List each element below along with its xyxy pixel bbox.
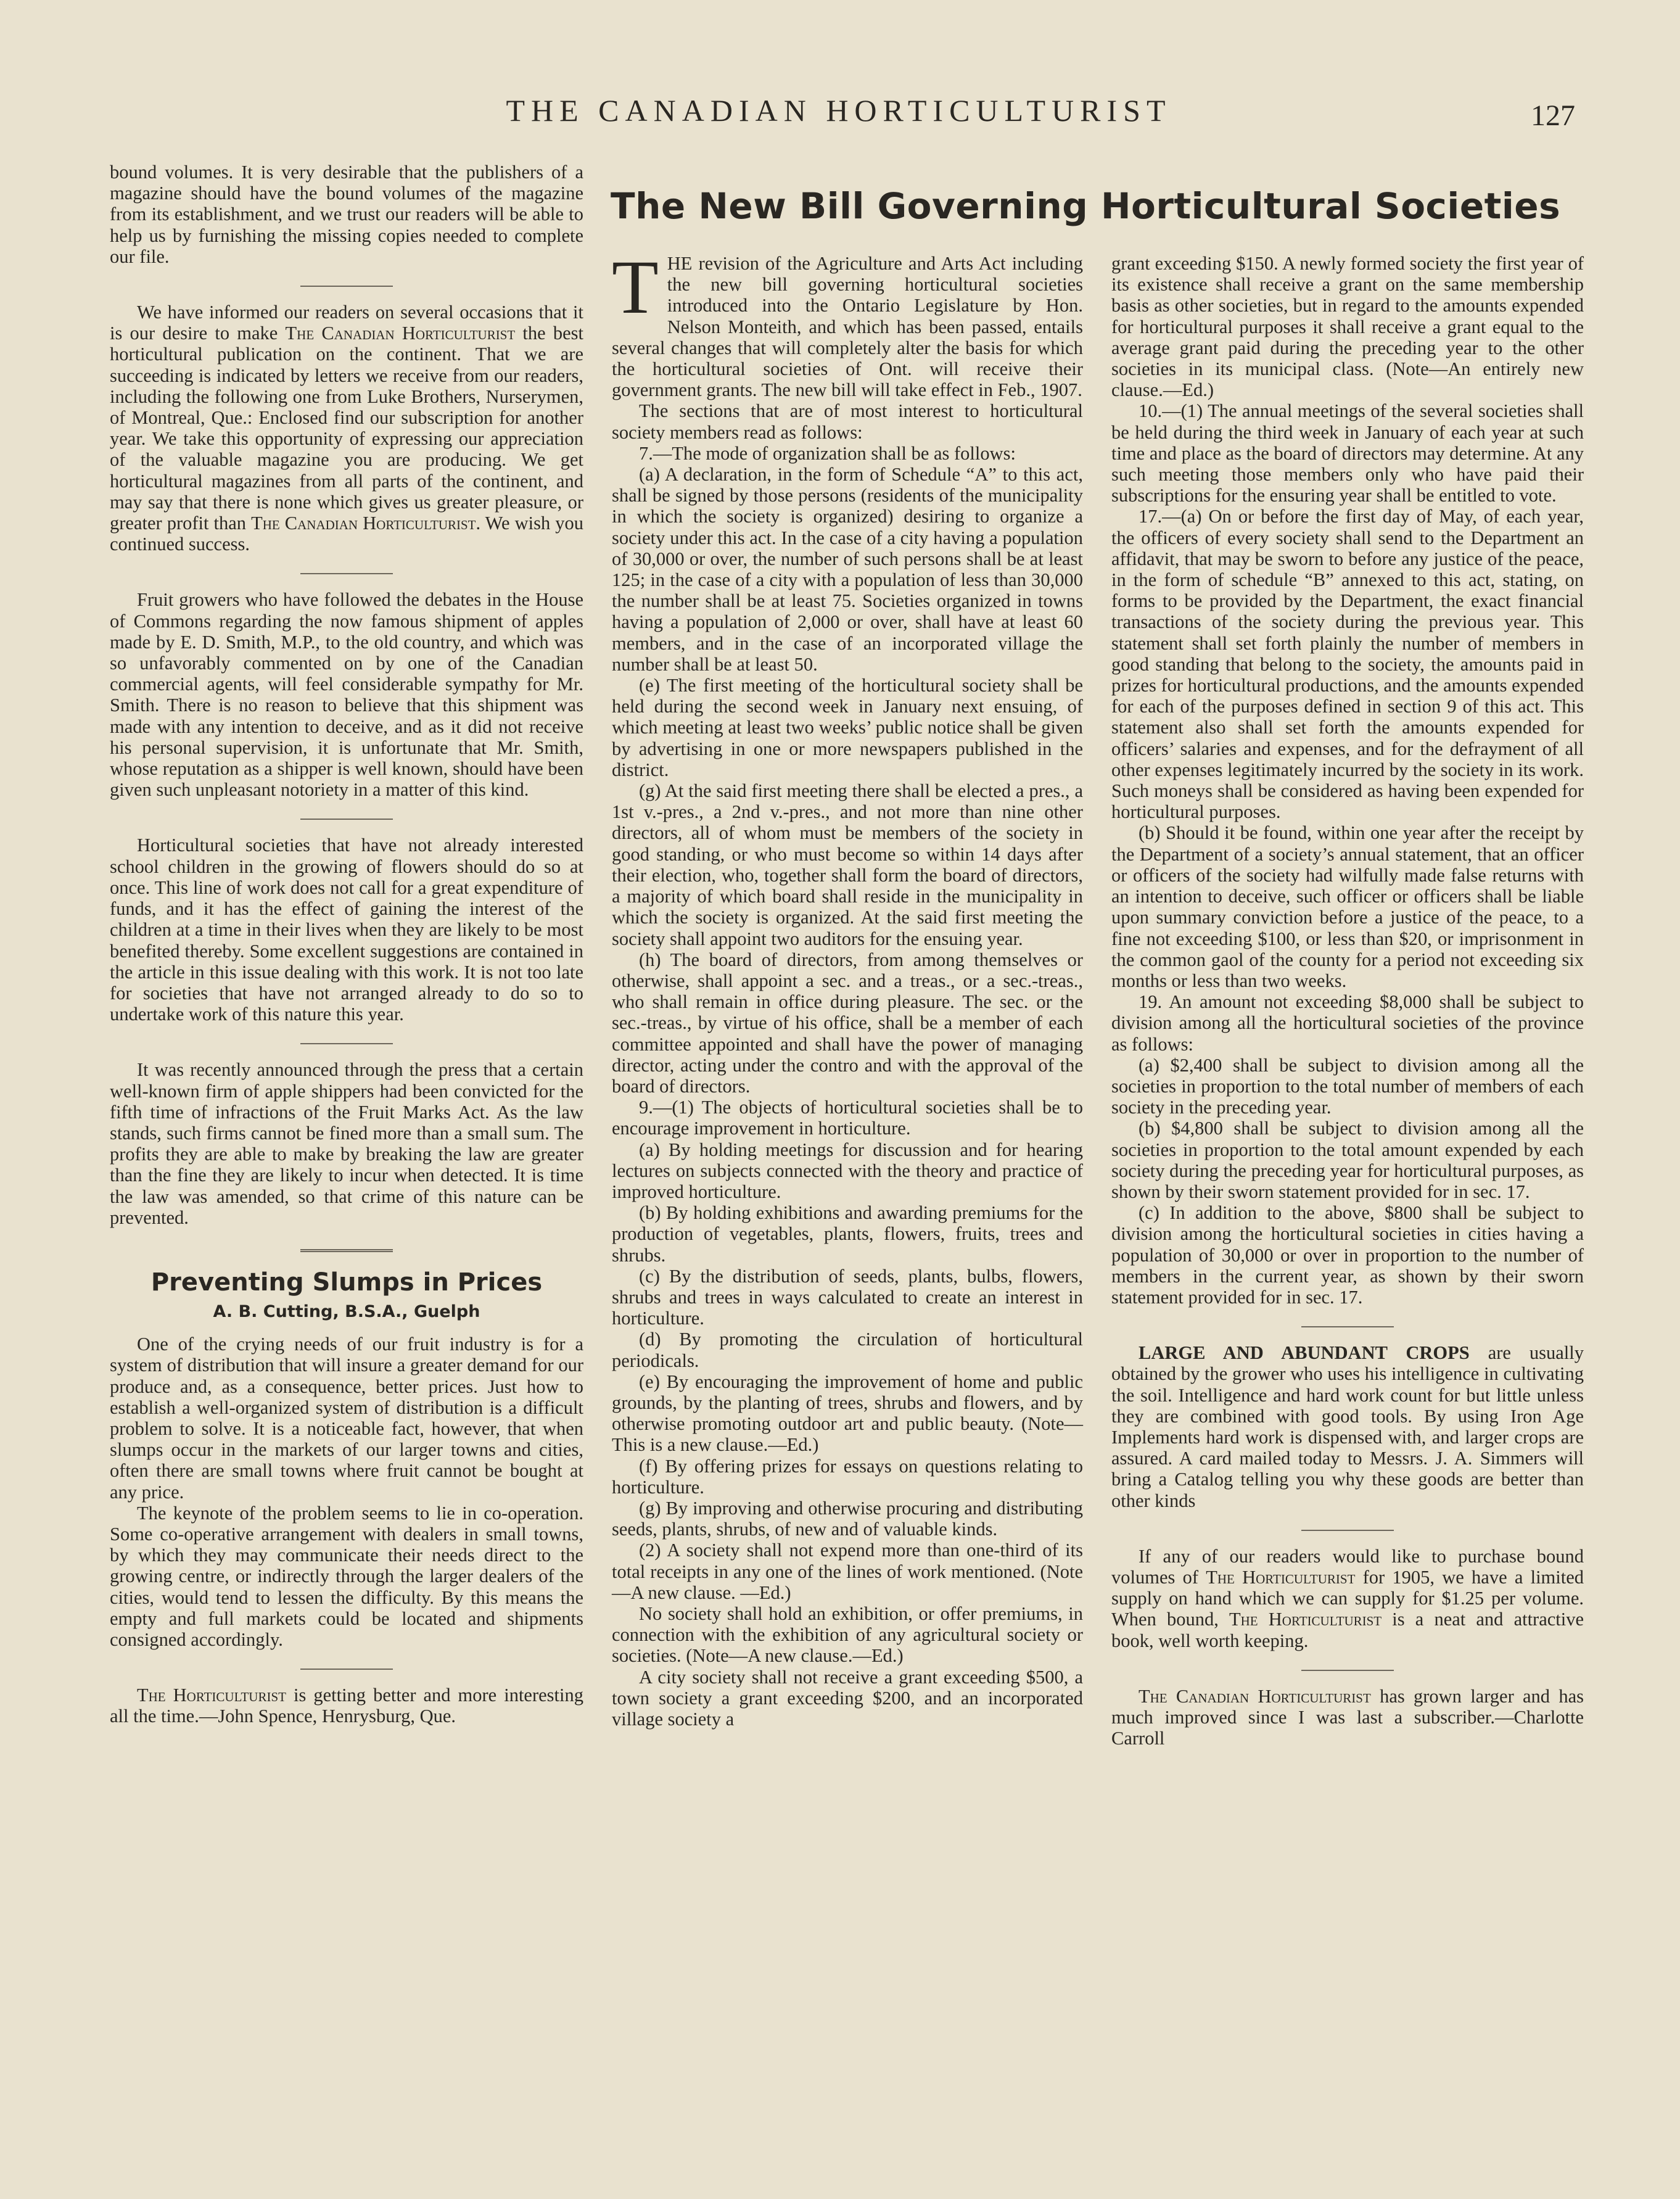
article-paragraph: 10.—(1) The annual meetings of the several societies shall be held during the third week in January of each year at such time and place as the board of directors may determine. At any such meeting those members only who have paid their subscriptions for the ensuring year shall be entitled to vote.: [1111, 400, 1584, 506]
page-number: 127: [1531, 99, 1575, 132]
bound-volumes-note: If any of our readers would like to purchase bound volumes of The Horticulturist for 1905, we have a limited supply on hand which we can supply for $1.25 per volume. When bound, The Horticulturist is a neat and attractive book, well worth keeping.: [1111, 1545, 1584, 1651]
section-title: Preventing Slumps in Prices: [150, 1268, 543, 1297]
article-paragraph: (c) In addition to the above, $800 shall be subject to division among the horticultural societies in cities having a population of 30,000 or over in proportion to the number of members in the current year, as shown by their sworn statement provided for in sec. 17.: [1111, 1202, 1584, 1308]
article-paragraph: One of the crying needs of our fruit industry is for a system of distribution that will insure a greater demand for our produce and, as a consequence, better prices. Just how to establish a well-organized system of distribution is a difficult problem to solve. It is a noticeable fact, however, that when slumps occur in the markets of our larger towns and cities, often there are small towns where fruit cannot be bought at any price.: [110, 1334, 583, 1503]
divider: [300, 819, 393, 820]
article-paragraph: 17.—(a) On or before the first day of May, of each year, the officers of every society shall send to the Department an affidavit, that may be sworn to before any justice of the peace, in the form of schedule “B” annexed to this act, stating, on forms to be provided by the Department, the exact financial transactions of the society during the previous year. This statement shall set forth plainly the number of members in good standing that belong to the society, the amounts paid in prizes for horticultural productions, and the amounts expended for each of the purposes defined in section 9 of this act. This statement also shall set forth the amounts expended for officers’ salaries and expenses, and for the defrayment of all other expenses legitimately incurred by the society in its work. Such moneys shall be considered as having been expended for horticultural purposes.: [1111, 506, 1584, 823]
article-column-2: [1111, 253, 1584, 1749]
reader-quote: The Horticulturist is getting better and more interesting all the time.—John Spence, Henrysburg, Que.: [110, 1685, 583, 1727]
editorial-paragraph: bound volumes. It is very desirable that the publishers of a magazine should have the bound volumes of the magazine from its establishment, and we trust our readers will be able to help us by furnishing the missing copies needed to complete our file.: [110, 162, 583, 267]
editorial-paragraph: It was recently announced through the press that a certain well-known firm of apple shippers had been convicted for the fifth time of infractions of the Fruit Marks Act. As the law stands, such firms cannot be fined more than a small sum. The profits they are able to make by breaking the law are greater than the fine they are likely to incur when detected. It is time the law was amended, so that crime of this nature can be prevented.: [110, 1059, 583, 1228]
article-title: The New Bill Governing Horticultural Societies: [611, 185, 1561, 227]
article-paragraph: (b) By holding exhibitions and awarding premiums for the production of vegetables, plants, flowers, fruits, trees and shrubs.: [612, 1202, 1083, 1266]
article-paragraph: (d) By promoting the circulation of horticultural periodicals.: [612, 1329, 1083, 1371]
article-paragraph: 9.—(1) The objects of horticultural societies shall be to encourage improvement in horticulture.: [612, 1097, 1083, 1139]
article-paragraph: (b) $4,800 shall be subject to division among all the societies in proportion to the total amount expended by each society during the preceding year for horticultural purposes, as shown by their sworn statement provided for in sec. 17.: [1111, 1118, 1584, 1202]
divider: [1301, 1530, 1394, 1531]
magazine-name: The Horticulturist: [137, 1685, 286, 1706]
divider: [300, 286, 393, 287]
editorial-paragraph: Fruit growers who have followed the debates in the House of Commons regarding the now famous shipment of apples made by E. D. Smith, M.P., to the old country, and which was so unfavorably commented on by one of the Canadian commercial agents, will feel considerable sympathy for Mr. Smith. There is no reason to believe that this shipment was made with any intention to deceive, and as it did not receive his personal supervision, it is unfortunate that Mr. Smith, whose reputation as a shipper is well known, should have been given such unpleasant notoriety in a matter of this kind.: [110, 589, 583, 801]
article-column-1: [612, 245, 1083, 1730]
article-paragraph: 19. An amount not exceeding $8,000 shall be subject to division among all the horticultural societies of the province as follows:: [1111, 991, 1584, 1055]
ad-headline: LARGE AND ABUNDANT CROPS: [1139, 1342, 1470, 1364]
editorial-column: [110, 162, 583, 1727]
article-paragraph: (2) A society shall not expend more than one-third of its total receipts in any one of the lines of work mentioned. (Note—A new clause. —Ed.): [612, 1540, 1083, 1603]
article-paragraph: (f) By offering prizes for essays on questions relating to horticulture.: [612, 1455, 1083, 1498]
article-paragraph: (h) The board of directors, from among themselves or otherwise, shall appoint a sec. and a treas., or a sec.-treas., who shall remain in office during pleasure. The sec. or the sec.-treas., by virtue of his office, shall be a member of each committee appointed and shall have the power of managing director, acting under the contro and with the approval of the board of directors.: [612, 949, 1083, 1097]
advertisement-note: LARGE AND ABUNDANT CROPS are usually obtained by the grower who uses his intelligence in cultivating the soil. Intelligence and hard work count for but little unless they are combined with good tools. By using Iron Age Implements hard work is dispensed with, and larger crops are assured. A card mailed today to Messrs. J. A. Simmers will bring a Catalog telling you why these goods are better than other kinds: [1111, 1342, 1584, 1511]
editorial-paragraph: We have informed our readers on several occasions that it is our desire to make The Canadian Horticulturist the best horticultural publication on the continent. That we are succeeding is indicated by letters we receive from our readers, including the following one from Luke Brothers, Nurserymen, of Montreal, Que.: Enclosed find our subscription for another year. We take this opportunity of expressing our appreciation of the valuable magazine you are producing. We get horticultural magazines from all parts of the continent, and may say that there is none which gives us greater pleasure, or greater profit than The Canadian Horticulturist. We wish you continued success.: [110, 302, 584, 555]
article-paragraph: The keynote of the problem seems to lie in co-operation. Some co-operative arrangement with dealers in small towns, by which they may communicate their needs direct to the growing centre, or indirectly through the larger dealers of the cities, would tend to lessen the difficulty. By this means the empty and full markets could be located and shipments consigned accordingly.: [110, 1502, 583, 1650]
article-paragraph: (a) By holding meetings for discussion and for hearing lectures on subjects connected with the theory and practice of improved horticulture.: [612, 1139, 1083, 1202]
article-paragraph: (g) At the said first meeting there shall be elected a pres., a 1st v.-pres., a 2nd v.-pres., and not more than nine other directors, all of whom must be members of the society in good standing, or who must become so within 14 days after their election, who, together shall form the board of directors, a majority of which board shall reside in the municipality in which the society is organized. At the said first meeting the society shall appoint two auditors for the ensuing year.: [612, 780, 1083, 949]
divider: [300, 573, 393, 574]
magazine-name: The Canadian Horticulturist: [285, 323, 516, 344]
magazine-name: The Canadian Horticulturist.: [251, 513, 481, 534]
running-head: THE CANADIAN HORTICULTURIST: [506, 93, 1172, 128]
article-paragraph: (b) Should it be found, within one year after the receipt by the Department of a society’s annual statement, that an officer or officers of the society had wilfully made false returns with an intention to deceive, such officer or officers shall be liable upon summary conviction before a justice of the peace, to a fine not exceeding $100, or less than $20, or imprisonment in the common gaol of the county for a period not exceeding six months or less than two weeks.: [1111, 822, 1584, 991]
article-paragraph: grant exceeding $150. A newly formed society the first year of its existence shall receive a grant on the same membership basis as other societies, but in regard to the amounts expended for horticultural purposes it shall receive a grant equal to the average grant paid during the preceding year to the other societies in its municipal class. (Note—An entirely new clause.—Ed.): [1111, 253, 1584, 401]
article-paragraph: (e) The first meeting of the horticultural society shall be held during the second week in January next ensuing, of which meeting at least two weeks’ public notice shall be given by advertising in one or more newspapers published in the district.: [612, 675, 1083, 780]
article-paragraph: No society shall hold an exhibition, or offer premiums, in connection with the exhibition of any agricultural society or societies. (Note—A new clause.—Ed.): [612, 1603, 1083, 1667]
reader-quote: The Canadian Horticulturist has grown larger and has much improved since I was last a subscriber.—Charlotte Carroll: [1111, 1685, 1584, 1749]
divider: [300, 1669, 393, 1670]
article-lead-paragraph: THE revision of the Agriculture and Arts Act including the new bill governing horticultural societies introduced into the Ontario Legislature by Hon. Nelson Monteith, and which has been passed, entails several changes that will completely alter the basis for which the horticultural societies of Ont. will receive their government grants. The new bill will take effect in Feb., 1907.: [612, 245, 1083, 401]
article-paragraph: 7.—The mode of organization shall be as follows:: [639, 442, 1016, 464]
editorial-paragraph: Horticultural societies that have not already interested school children in the growing of flowers should do so at once. This line of work does not call for a great expenditure of funds, and it has the effect of gaining the interest of the children at a time in their lives when they are likely to be most benefited thereby. Some excellent suggestions are contained in the article in this issue dealing with this work. It is not too late for societies that have not arranged already to do so to undertake work of this nature this year.: [110, 835, 583, 1025]
magazine-name: The Horticulturist: [1206, 1566, 1356, 1588]
double-divider: [300, 1249, 393, 1252]
magazine-name: The Horticulturist: [1229, 1609, 1382, 1630]
divider: [1301, 1670, 1394, 1671]
divider: [300, 1043, 393, 1044]
magazine-name: The Canadian Horticulturist: [1139, 1685, 1371, 1707]
byline: A. B. Cutting, B.S.A., Guelph: [213, 1302, 480, 1321]
divider: [1301, 1326, 1394, 1327]
article-paragraph: (a) $2,400 shall be subject to division among all the societies in proportion to the total number of members of each society in the preceding year.: [1111, 1054, 1584, 1118]
drop-cap: T: [612, 245, 659, 329]
article-paragraph: (e) By encouraging the improvement of home and public grounds, by the planting of trees, shrubs and flowers, and by otherwise promoting outdoor art and public beauty. (Note—This is a new clause.—Ed.): [612, 1371, 1083, 1456]
article-paragraph: (g) By improving and otherwise procuring and distributing seeds, plants, shrubs, of new and of valuable kinds.: [612, 1497, 1083, 1540]
article-paragraph: A city society shall not receive a grant exceeding $500, a town society a grant exceeding $200, and an incorporated village society a: [612, 1666, 1083, 1730]
article-paragraph: (a) A declaration, in the form of Schedule “A” to this act, shall be signed by those persons (residents of the municipality in which the society is organized) desiring to organize a society under this act. In the case of a city having a population of 30,000 or over, the number of such persons shall be at least 125; in the case of a city with a population of less than 30,000 the number shall be at least 75. Societies organized in towns having a population of 2,000 or over, shall have at least 60 members, and in the case of an incorporated village the number shall be at least 50.: [612, 464, 1083, 675]
article-paragraph: The sections that are of most interest to horticultural society members read as follows:: [612, 400, 1083, 443]
article-paragraph: (c) By the distribution of seeds, plants, bulbs, flowers, shrubs and trees in ways calculated to create an interest in horticulture.: [612, 1265, 1083, 1329]
